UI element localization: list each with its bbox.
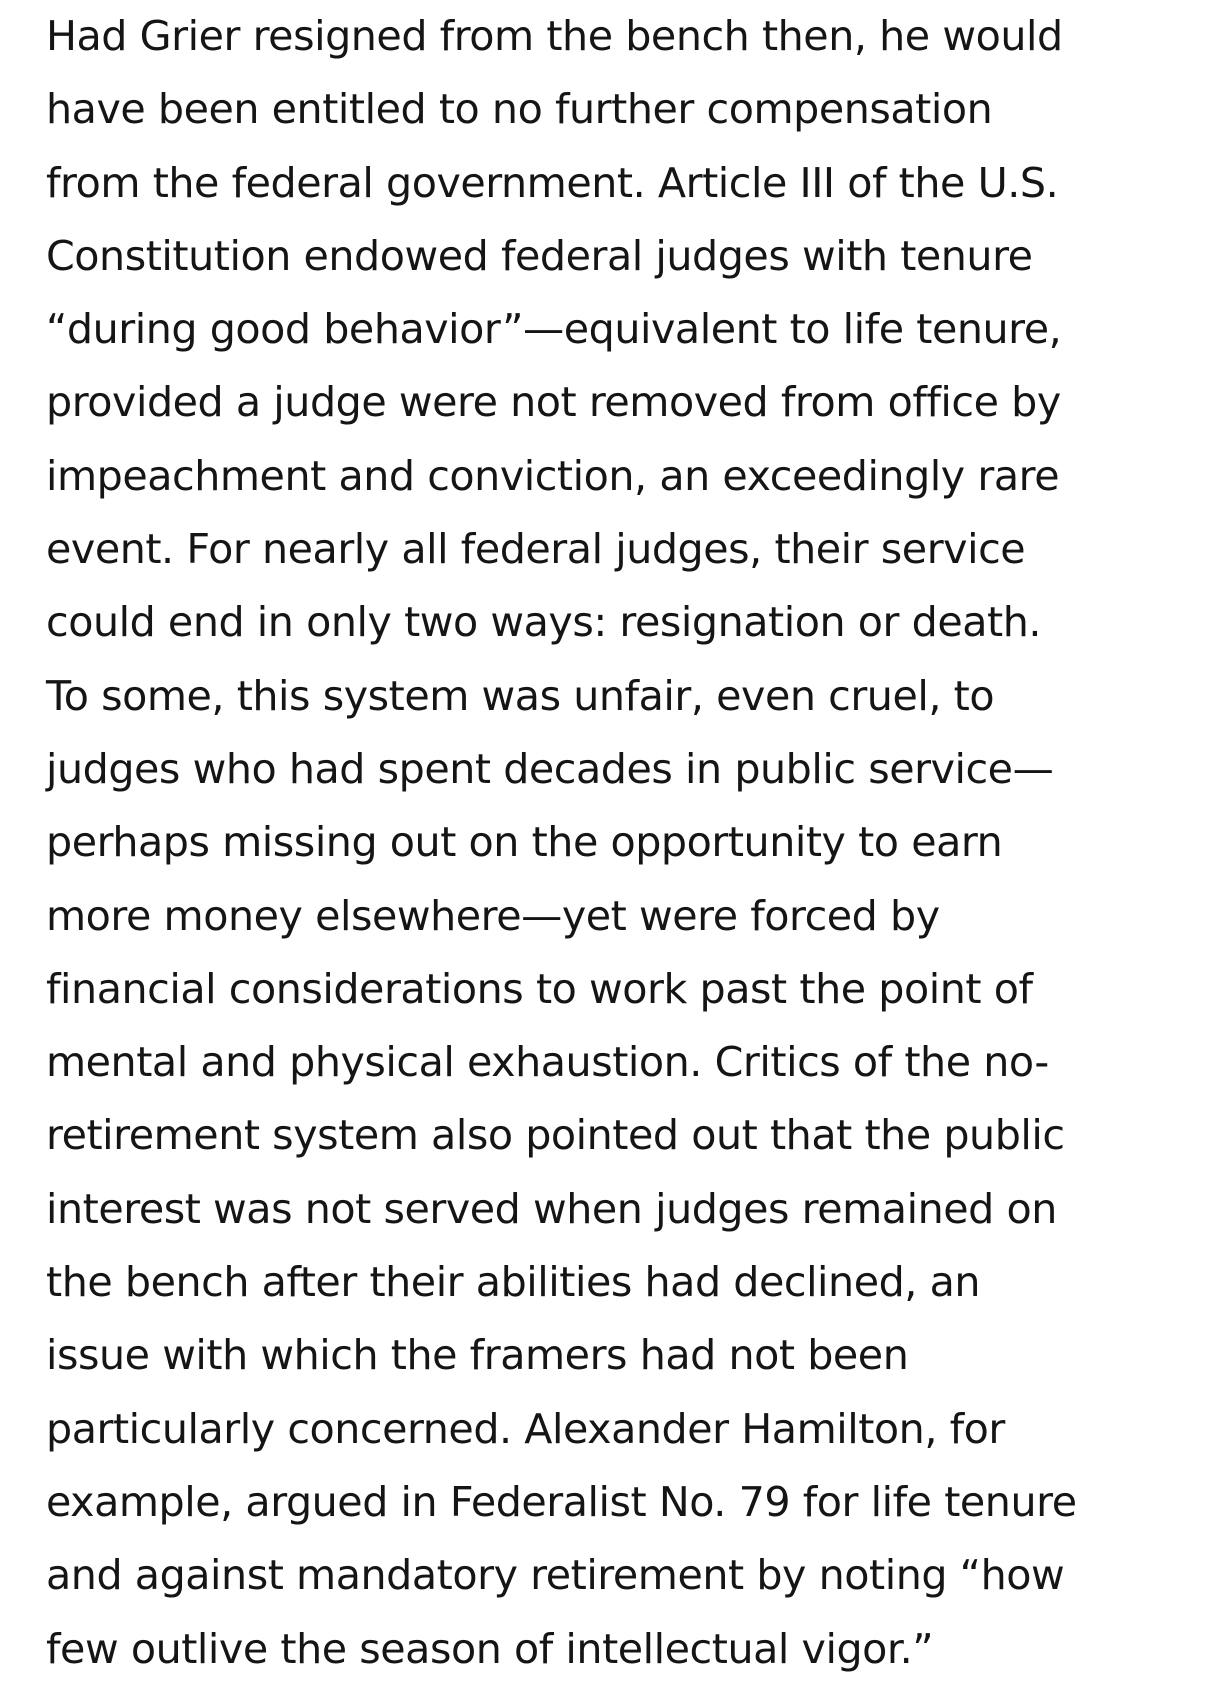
text-line: few outlive the season of intellectual vigor.” [46, 1624, 934, 1673]
text-line: impeachment and conviction, an exceedingly rare [46, 451, 1060, 500]
reading-page [46, 0, 1206, 1686]
text-line: particularly concerned. Alexander Hamilton, for [46, 1404, 1005, 1453]
text-line: financial considerations to work past the point of [46, 964, 1033, 1013]
text-line: Had Grier resigned from the bench then, he would [46, 12, 1063, 60]
text-line: perhaps missing out on the opportunity to earn [46, 818, 1003, 867]
body-paragraph [46, 0, 1206, 1686]
text-line: issue with which the framers had not been [46, 1331, 909, 1380]
text-line: “during good behavior”—equivalent to life tenure, [46, 305, 1062, 354]
text-line: retirement system also pointed out that the public [46, 1111, 1065, 1160]
text-line: the bench after their abilities had declined, an [46, 1258, 981, 1307]
text-line: judges who had spent decades in public service— [46, 744, 1054, 793]
text-line: and against mandatory retirement by noting “how [46, 1551, 1065, 1600]
text-line: event. For nearly all federal judges, their service [46, 525, 1026, 574]
text-line: provided a judge were not removed from office by [46, 378, 1061, 427]
text-line: mental and physical exhaustion. Critics of the no- [46, 1038, 1049, 1087]
text-line: have been entitled to no further compensation [46, 85, 993, 134]
text-line: from the federal government. Article III of the U.S. [46, 158, 1059, 207]
text-line: interest was not served when judges remained on [46, 1184, 1057, 1233]
text-line: more money elsewhere—yet were forced by [46, 891, 940, 940]
text-line: Constitution endowed federal judges with tenure [46, 231, 1033, 280]
text-line: To some, this system was unfair, even cruel, to [46, 671, 995, 720]
text-line: could end in only two ways: resignation or death. [46, 598, 1042, 647]
text-line: example, argued in Federalist No. 79 for life tenure [46, 1477, 1077, 1526]
